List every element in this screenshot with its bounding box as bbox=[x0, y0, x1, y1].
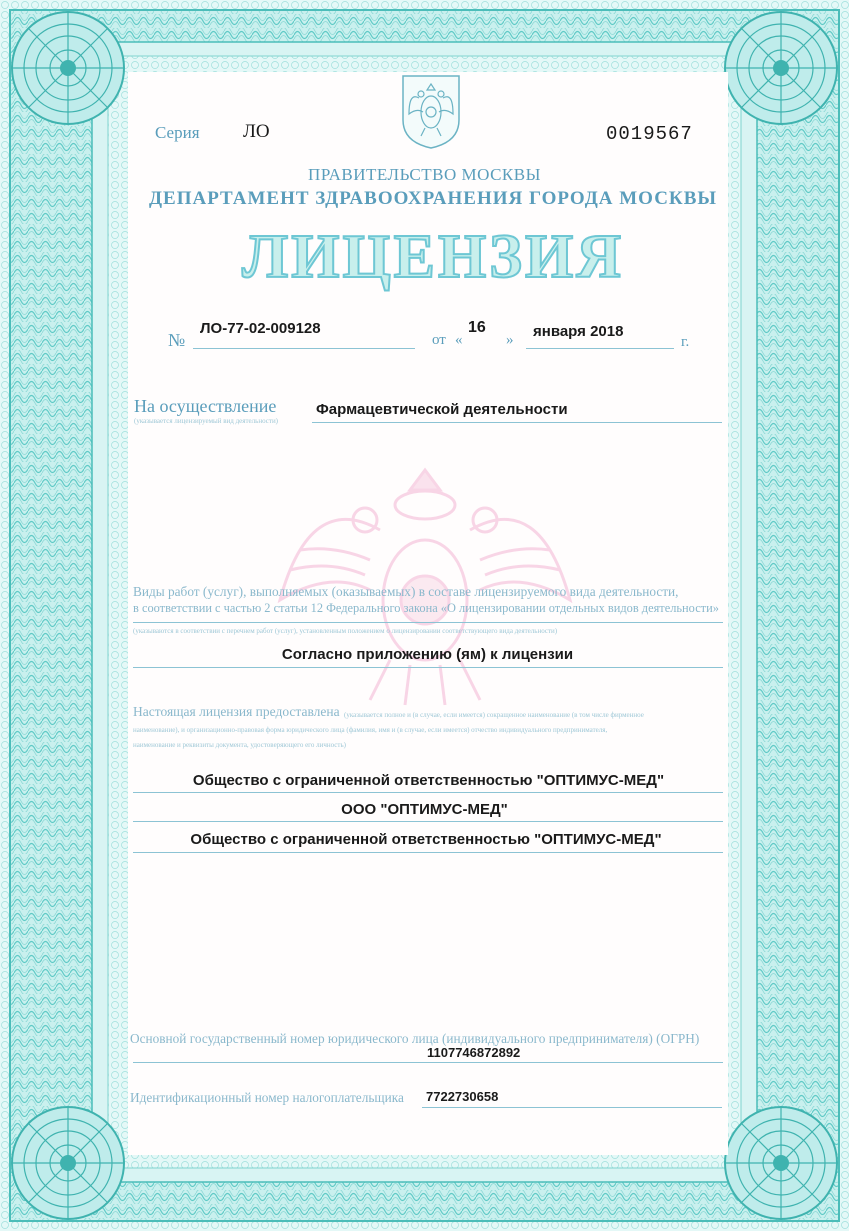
date-from-label: от bbox=[432, 332, 446, 348]
license-number-label: № bbox=[168, 330, 186, 350]
inn-value: 7722730658 bbox=[426, 1089, 499, 1104]
org-short-name-rule bbox=[133, 821, 723, 822]
series-label: Серия bbox=[155, 123, 200, 142]
activity-value: Фармацевтической деятельности bbox=[316, 401, 568, 418]
year-suffix: г. bbox=[681, 334, 690, 350]
granted-hint-3: наименование и реквизиты документа, удостоверяющего его личность) bbox=[133, 741, 346, 749]
blank-number: 0019567 bbox=[606, 123, 693, 145]
rosette-icon bbox=[721, 1103, 841, 1223]
license-month-year: января 2018 bbox=[533, 323, 624, 340]
works-rule bbox=[133, 622, 723, 623]
document-title: ЛИЦЕНЗИЯ bbox=[242, 223, 624, 291]
department-name: ДЕПАРТАМЕНТ ЗДРАВООХРАНЕНИЯ ГОРОДА МОСКВЫ bbox=[148, 188, 718, 209]
ogrn-value: 1107746872892 bbox=[427, 1045, 521, 1060]
granted-hint-2: наименование), и организационно-правовая форма юридического лица (фамилия, имя и (в случае, если имеется) отчество индивидуального предпринимателя, bbox=[133, 726, 608, 734]
ogrn-rule bbox=[133, 1062, 723, 1063]
granted-hint-1: (указывается полное и (в случае, если имеется) сокращенное наименование (в том числе фирменное bbox=[344, 711, 644, 719]
activity-label: На осуществление bbox=[134, 396, 277, 416]
coat-of-arms-icon bbox=[397, 70, 465, 152]
quote-open: « bbox=[455, 332, 463, 348]
license-number-rule bbox=[193, 348, 415, 349]
org-full-name: Общество с ограниченной ответственностью "ОПТИМУС-МЕД" bbox=[192, 772, 665, 789]
quote-close: » bbox=[506, 332, 514, 348]
license-number: ЛО-77-02-009128 bbox=[200, 320, 321, 337]
org-brand-name-rule bbox=[133, 852, 723, 853]
rosette-icon bbox=[721, 8, 841, 128]
inn-rule bbox=[422, 1107, 722, 1108]
rosette-icon bbox=[8, 8, 128, 128]
inn-label: Идентификационный номер налогоплательщика bbox=[130, 1090, 404, 1105]
works-line-1: Виды работ (услуг), выполняемых (оказываемых) в составе лицензируемого вида деятельности, bbox=[133, 584, 679, 599]
granted-label: Настоящая лицензия предоставлена bbox=[133, 704, 340, 719]
ogrn-label: Основной государственный номер юридического лица (индивидуального предпринимателя) (ОГРН) bbox=[130, 1031, 700, 1046]
license-date-rule bbox=[526, 348, 674, 349]
org-full-name-rule bbox=[133, 792, 723, 793]
works-line-2: в соответствии с частью 2 статьи 12 Федерального закона «О лицензировании отдельных видов деятельности» bbox=[133, 601, 719, 615]
government-name: ПРАВИТЕЛЬСТВО МОСКВЫ bbox=[308, 165, 541, 184]
activity-rule bbox=[312, 422, 722, 423]
works-value: Согласно приложению (ям) к лицензии bbox=[281, 646, 574, 663]
works-value-rule bbox=[133, 667, 723, 668]
org-short-name: ООО "ОПТИМУС-МЕД" bbox=[341, 801, 508, 818]
rosette-icon bbox=[8, 1103, 128, 1223]
org-brand-name: Общество с ограниченной ответственностью "ОПТИМУС-МЕД" bbox=[190, 831, 662, 848]
license-day: 16 bbox=[468, 319, 486, 336]
watermark-eagle-icon bbox=[270, 450, 580, 710]
works-hint: (указываются в соответствии с перечнем работ (услуг), установленным положением о лицензировании соответствующего вида деятельности) bbox=[133, 627, 558, 635]
series-value: ЛО bbox=[243, 121, 270, 142]
activity-hint: (указывается лицензируемый вид деятельности) bbox=[134, 417, 279, 425]
